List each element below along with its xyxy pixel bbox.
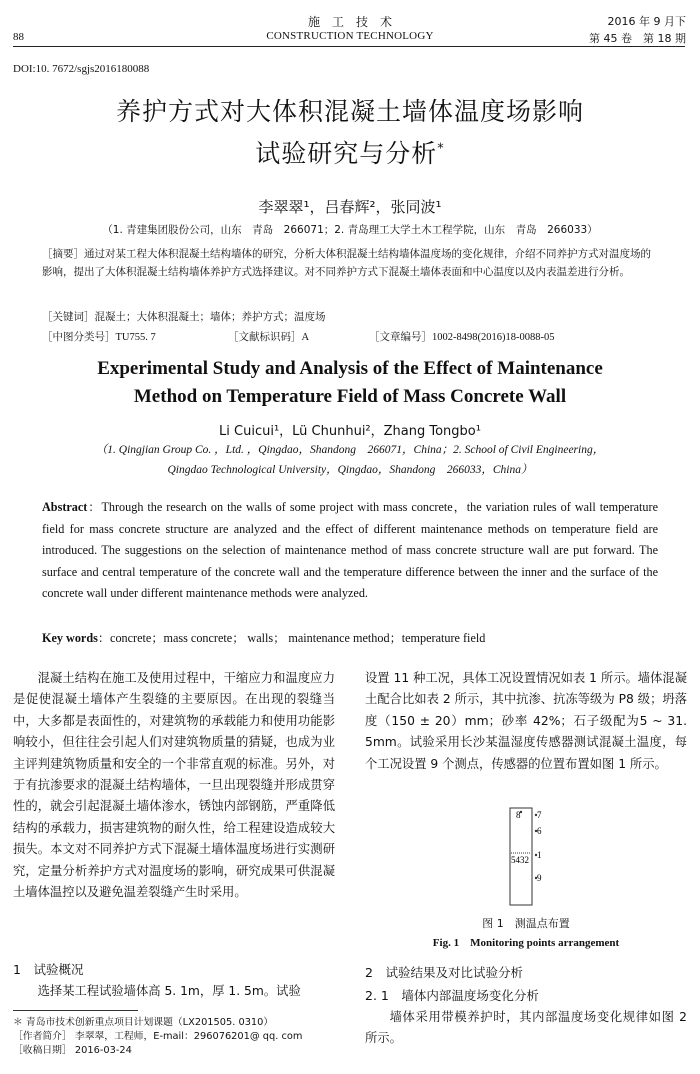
keywords-en (42, 628, 658, 650)
doc-code-label: ［文献标识码］ (228, 331, 302, 343)
footnote-received: ［收稿日期］ 2016-03-24 (13, 1045, 132, 1056)
abstract-en-text: ：Through the research on the walls of some project with mass concrete，the variation rules of wall temperature field for mass concrete structure are analyzed and the effect of different maintenance methods on temperature field are introduced. The suggestions on the selection of maintenance method of mass concrete structure wall are put forward. The surface and central temperature of the concrete wall and the temperature difference between the inner and the surface of the concrete wall under different maintenance methods were analyzed. (42, 500, 658, 600)
keywords-cn-text: 混凝土；大体积混凝土；墙体；养护方式；温度场 (94, 311, 326, 323)
doc-code-value: A (301, 332, 310, 343)
section1-title: 1 试验概况 (13, 962, 84, 977)
label-point-9: 9 (537, 873, 542, 883)
title-footnote-mark: * (437, 141, 445, 157)
keywords-en-label: Key words (42, 631, 98, 645)
title-cn-line1: 养护方式对大体积混凝土墙体温度场影响 (115, 97, 584, 126)
abstract-cn-text: 通过对某工程大体积混凝土结构墙体的研究，分析大体积混凝土结构墙体温度场的变化规律，介绍不同养护方式对温度场的影响，提出了大体积混凝土结构墙体养护方式选择建议。对不同养护方式下混凝土墙体表面和中心温度以及内表温差进行分析。 (42, 248, 651, 278)
right-paragraph-1: 设置 11 种工况，具体工况设置情况如表 1 所示。墙体混凝土配合比如表 2 所示，其中抗渗、抗冻等级为 P8 级；坍落度（150 ± 20）mm；砂率 42%；石子级配为5 ~ 31. 5mm。试验采用长沙某温湿度传感器测试混凝土温度，每个工况设置 9 个测点，传感器的位置布置如图 1 所示。 (365, 671, 687, 771)
intro-paragraph: 混凝土结构在施工及使用过程中，干缩应力和温度应力是促使混凝土墙体产生裂缝的主要原因。在出现的裂缝当中，大多都是表面性的，对建筑物的承载能力和使用功能影响较小，但往往会引起人们对建筑物质量的猜疑，也成为业主评判建筑物质量和安全的一个非常直观的标准。另外，对于有抗渗要求的混凝土结构墙体，一旦出现裂缝并形成贯穿性的，就会引起混凝土墙体渗水，锈蚀内部钢筋，严重降低结构的承载力，损害建筑物的耐久性，给工程建设造成较大损失。本文对不同养护方式下混凝土墙体温度场进行实测研究，定量分析养护方式对温度场的影响，研究成果可供混凝土墙体温控以及避免温差裂缝产生时采用。 (13, 671, 335, 900)
abstract-cn-label: ［摘要］ (42, 248, 84, 260)
footnote-rule (13, 1010, 138, 1011)
keywords-cn-label: ［关键词］ (42, 311, 95, 323)
article-number-value: 1002-8498(2016)18-0088-05 (432, 332, 555, 343)
page-number: 88 (13, 31, 24, 43)
label-point-7: 7 (537, 810, 542, 820)
journal-name-en: CONSTRUCTION TECHNOLOGY (266, 30, 434, 42)
journal-name-cn: 施 工 技 术 (307, 15, 392, 29)
title-cn-line2-text: 试验研究与分析 (255, 139, 438, 168)
footnotes (13, 1016, 302, 1058)
label-point-5432: 5432 (511, 855, 529, 865)
authors-cn: 李翠翠¹，吕春辉²，张同波¹ (258, 198, 442, 216)
label-point-6: 6 (537, 826, 542, 836)
affiliations-cn: （1. 青建集团股份公司，山东 青岛 266071；2. 青岛理工大学土木工程学院，山东 青岛 266033） (102, 224, 598, 236)
title-cn-line2 (0, 134, 700, 170)
clc (42, 328, 156, 347)
doi: DOI:10. 7672/sgjs2016180088 (13, 63, 150, 75)
section21-title: 2. 1 墙体内部温度场变化分析 (365, 988, 539, 1003)
label-point-8: 8 (516, 810, 521, 820)
article-number-label: ［文章编号］ (369, 331, 432, 343)
left-column (13, 668, 335, 903)
authors-en: Li Cuicui¹，Lü Chunhui²，Zhang Tongbo¹ (219, 424, 481, 439)
figure-1 (490, 800, 560, 910)
affiliations-en-line1: （1. Qingjian Group Co. ，Ltd. ，Qingdao，Shandong 266071，China；2. School of Civil Engineering， (95, 444, 605, 456)
section21-body (365, 1007, 687, 1050)
abstract-en-label: Abstract (42, 500, 88, 514)
section1-paragraph: 选择某工程试验墙体高 5. 1m，厚 1. 5m。试验 (37, 984, 301, 998)
doc-code (228, 328, 309, 347)
clc-label: ［中图分类号］ (42, 331, 116, 343)
figure-caption-cn: 图 1 测温点布置 (482, 917, 570, 930)
footnote-author: ［作者简介］ 李翠翠，工程师，E-mail：296076201@ qq. com (13, 1031, 303, 1042)
footnote-fund: ＊ 青岛市技术创新重点项目计划课题（LX201505. 0310） (13, 1017, 274, 1028)
label-point-1: 1 (537, 850, 542, 860)
article-number (369, 328, 554, 347)
section1-body (13, 981, 335, 1002)
abstract-cn (42, 245, 659, 281)
volume-issue: 第 45 卷 第 18 期 (589, 32, 686, 45)
affiliations-en-line2: Qingdao Technological University，Qingdao，Shandong 266033，China） (167, 464, 533, 476)
section21-paragraph: 墙体采用带模养护时，其内部温度场变化规律如图 2 所示。 (365, 1010, 687, 1046)
title-en-line2: Method on Temperature Field of Mass Concrete Wall (133, 386, 567, 407)
section2-title: 2 试验结果及对比试验分析 (365, 965, 523, 980)
header-rule (13, 46, 685, 47)
title-en-line1: Experimental Study and Analysis of the Effect of Maintenance (97, 358, 603, 379)
issue-date: 2016 年 9 月下 (607, 15, 686, 28)
keywords-cn (42, 308, 659, 326)
abstract-en (42, 497, 658, 605)
figure-caption-en: Fig. 1 Monitoring points arrangement (432, 937, 620, 949)
right-column (365, 668, 687, 775)
clc-value: TU755. 7 (115, 332, 156, 343)
keywords-en-text: ：concrete；mass concrete； walls； maintenance method；temperature field (97, 631, 486, 645)
